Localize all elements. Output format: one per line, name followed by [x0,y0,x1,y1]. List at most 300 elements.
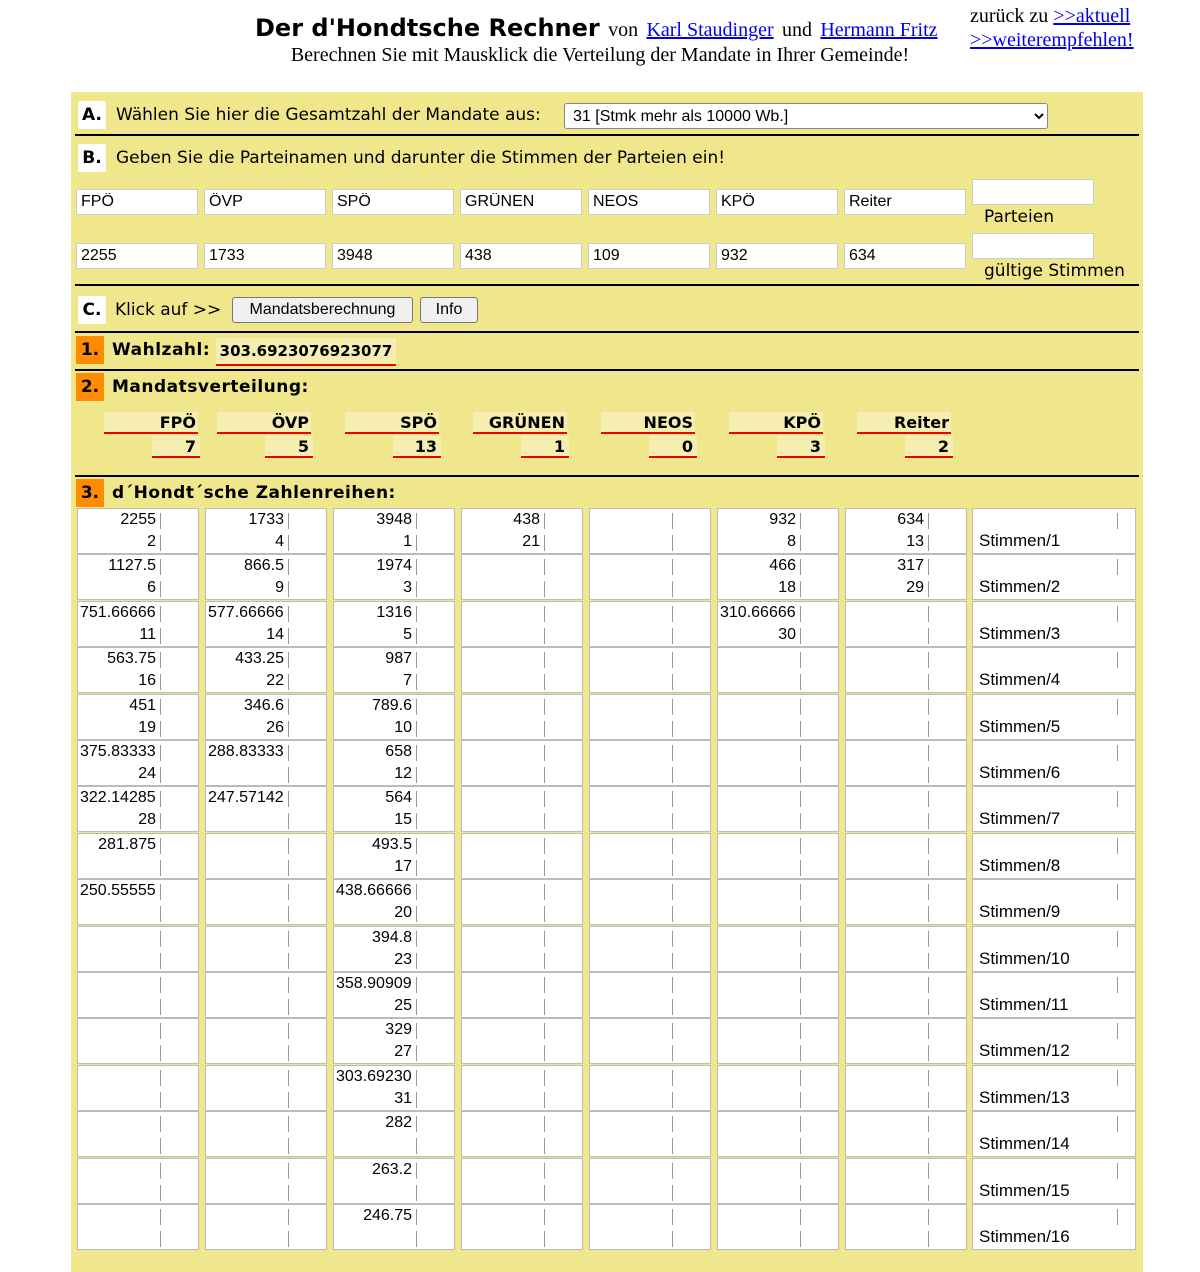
cell-divider [544,1231,545,1247]
divisor-label: Stimmen/7 [979,809,1061,829]
quotient-cell[interactable] [461,694,583,740]
quotient-cell[interactable] [461,833,583,879]
divisor-label: Stimmen/5 [979,716,1061,736]
quotient-cell[interactable] [205,786,327,832]
quotient-cell[interactable] [205,740,327,786]
parties-label: Parteien [984,207,1054,227]
quotient-cell[interactable] [589,972,711,1018]
cell-divider [288,581,289,597]
quotient-rank: 18 [778,579,796,597]
cell-divider [800,1163,801,1179]
quotient-value: 1733 [248,511,284,528]
quotient-cell[interactable] [461,926,583,972]
cell-divider [416,535,417,551]
quotient-cell[interactable] [717,1158,839,1204]
info-button[interactable]: Info [420,297,478,323]
quotient-cell[interactable] [845,833,967,879]
cell-divider [800,884,801,900]
party-votes-input[interactable] [716,243,838,269]
quotient-cell[interactable] [77,647,199,693]
divisor-cell [972,694,1136,740]
party-name-input[interactable] [844,189,966,215]
quotient-value: 751.66666 [80,603,156,621]
cell-divider [672,999,673,1015]
cell-divider [800,838,801,854]
quotient-rank: 11 [139,625,156,643]
cell-divider [160,1185,161,1201]
author-link-staudinger[interactable]: Karl Staudinger [646,19,774,41]
divider [75,369,1139,371]
party-votes-input[interactable] [204,243,326,269]
party-votes-input[interactable] [844,243,966,269]
quotient-cell[interactable] [589,554,711,600]
quotient-cell[interactable] [717,1204,839,1250]
quotient-cell[interactable] [717,554,839,600]
mandate-party-seats: 13 [393,436,441,458]
cell-divider [160,674,161,690]
cell-divider [928,1209,929,1225]
quotient-cell[interactable] [333,879,455,925]
cell-divider [160,745,161,761]
divisor-label: Stimmen/14 [979,1134,1070,1154]
quotient-cell[interactable] [205,1065,327,1111]
quotient-cell[interactable] [589,1158,711,1204]
cell-divider [288,1092,289,1108]
cell-divider [672,1209,673,1225]
cell-divider [1117,559,1118,575]
quotient-cell[interactable] [461,786,583,832]
quotient-cell[interactable] [205,926,327,972]
quotient-cell[interactable] [333,508,455,554]
quotient-cell[interactable] [717,1065,839,1111]
quotient-cell[interactable] [845,879,967,925]
cell-divider [544,652,545,668]
cell-divider [288,977,289,993]
cell-divider [416,906,417,922]
party-votes-input[interactable] [588,243,710,269]
cell-divider [288,606,289,622]
quotient-cell[interactable] [205,647,327,693]
quotient-cell[interactable] [845,926,967,972]
quotient-value: 282 [385,1114,412,1132]
party-name-input[interactable] [76,189,198,215]
quotient-cell[interactable] [845,1158,967,1204]
quotient-cell[interactable] [333,786,455,832]
party-name-input[interactable] [972,179,1094,205]
subtitle-text: Berechnen Sie mit Mausklick die Verteilung der Mandate in Ihrer Gemeinde! [290,44,910,66]
quotient-rank: 27 [394,1043,412,1061]
cell-divider [672,628,673,644]
quotient-value: 866.5 [243,557,284,575]
cell-divider [1117,513,1118,529]
quotient-cell[interactable] [205,1111,327,1157]
quotient-cell[interactable] [717,833,839,879]
cell-divider [416,1185,417,1201]
quotient-cell[interactable] [77,1111,199,1157]
cell-divider [160,1138,161,1154]
quotient-cell[interactable] [845,601,967,647]
quotient-value: 358.90909 [336,975,412,992]
rows-section-label: 3. [76,479,104,507]
section-c-text: Klick auf >> [115,300,222,320]
cell-divider [1117,1209,1118,1225]
cell-divider [416,1023,417,1039]
cell-divider [416,953,417,969]
party-votes-input[interactable] [972,233,1094,259]
quotient-cell[interactable] [845,972,967,1018]
quotient-cell[interactable] [845,1111,967,1157]
mandate-party-seats: 2 [905,436,953,458]
cell-divider [544,628,545,644]
quotient-cell[interactable] [77,601,199,647]
quotient-cell[interactable] [461,647,583,693]
cell-divider [544,581,545,597]
divisor-label: Stimmen/13 [979,1087,1070,1107]
cell-divider [416,767,417,783]
cell-divider [416,1116,417,1132]
quotient-cell[interactable] [205,694,327,740]
quotient-cell[interactable] [333,1158,455,1204]
quotient-cell[interactable] [77,1158,199,1204]
quotient-cell[interactable] [589,1018,711,1064]
party-name-input[interactable] [204,189,326,215]
quotient-cell[interactable] [589,833,711,879]
quotient-rank: 8 [787,533,796,550]
quotient-cell[interactable] [77,879,199,925]
section-a-text: Wählen Sie hier die Gesamtzahl der Mandate aus: [116,105,541,125]
divisor-cell [972,647,1136,693]
quotient-cell[interactable] [589,1204,711,1250]
quotient-cell[interactable] [461,1204,583,1250]
link-recommend[interactable]: >>weiterempfehlen! [970,29,1134,51]
cell-divider [544,999,545,1015]
cell-divider [928,674,929,690]
quotient-cell[interactable] [845,694,967,740]
cell-divider [416,1209,417,1225]
quotient-cell[interactable] [845,647,967,693]
quotient-cell[interactable] [589,1065,711,1111]
cell-divider [800,1231,801,1247]
cell-divider [928,977,929,993]
cell-divider [928,1231,929,1247]
quotient-cell[interactable] [589,879,711,925]
quotient-cell[interactable] [333,694,455,740]
quotient-cell[interactable] [333,1018,455,1064]
quotient-rank: 30 [778,625,796,643]
cell-divider [928,1116,929,1132]
quotient-cell[interactable] [589,740,711,786]
quotient-rank: 29 [906,579,924,597]
cell-divider [160,513,161,529]
back-prefix: zurück zu [970,5,1049,27]
cell-divider [544,559,545,575]
cell-divider [416,652,417,668]
divisor-label: Stimmen/1 [979,531,1061,550]
quotient-cell[interactable] [333,601,455,647]
quotient-cell[interactable] [77,833,199,879]
cell-divider [672,953,673,969]
quotient-cell[interactable] [333,972,455,1018]
cell-divider [288,628,289,644]
title-and: und [782,19,812,41]
cell-divider [544,606,545,622]
quotient-cell[interactable] [717,972,839,1018]
quotient-cell[interactable] [717,786,839,832]
cell-divider [416,1092,417,1108]
divisor-cell [972,833,1136,879]
cell-divider [928,999,929,1015]
quotient-cell[interactable] [205,1158,327,1204]
cell-divider [288,767,289,783]
party-votes-input[interactable] [460,243,582,269]
cell-divider [288,1070,289,1086]
quotient-cell[interactable] [77,1204,199,1250]
cell-divider [544,884,545,900]
quotient-cell[interactable] [589,786,711,832]
quotient-cell[interactable] [77,694,199,740]
cell-divider [672,813,673,829]
cell-divider [160,977,161,993]
title-text: Der d'Hondtsche Rechner [255,14,600,42]
cell-divider [416,581,417,597]
quotient-rank: 31 [394,1089,412,1107]
divisor-cell [972,1158,1136,1204]
cell-divider [800,535,801,551]
party-votes-input[interactable] [332,243,454,269]
quotient-cell[interactable] [845,786,967,832]
cell-divider [928,699,929,715]
divisor-label: Stimmen/2 [979,577,1061,597]
party-name-input[interactable] [588,189,710,215]
cell-divider [800,745,801,761]
quotient-rank: 10 [394,718,412,736]
cell-divider [544,1070,545,1086]
quotient-cell[interactable] [717,1018,839,1064]
cell-divider [672,1070,673,1086]
quotient-cell[interactable] [461,1065,583,1111]
quotient-rank: 19 [138,718,156,736]
quotient-cell[interactable] [205,554,327,600]
cell-divider [800,767,801,783]
quotient-cell[interactable] [845,740,967,786]
link-current[interactable]: >>aktuell [1053,5,1131,27]
divisor-label: Stimmen/11 [979,995,1069,1014]
cell-divider [416,559,417,575]
cell-divider [160,1116,161,1132]
quotient-value: 250.55555 [80,882,156,900]
quotient-cell[interactable] [333,1204,455,1250]
page-title [255,14,938,42]
quotient-rank: 15 [394,811,412,829]
quotient-cell[interactable] [717,508,839,554]
divisor-cell [972,1111,1136,1157]
quotient-cell[interactable] [845,1065,967,1111]
cell-divider [800,581,801,597]
cell-divider [544,674,545,690]
cell-divider [800,1045,801,1061]
cell-divider [672,745,673,761]
quotient-cell[interactable] [461,508,583,554]
quotient-cell[interactable] [589,1111,711,1157]
quotient-cell[interactable] [717,879,839,925]
quotient-cell[interactable] [717,740,839,786]
quotient-cell[interactable] [205,601,327,647]
cell-divider [928,1070,929,1086]
quotient-cell[interactable] [461,601,583,647]
cell-divider [1117,1163,1118,1179]
quotient-cell[interactable] [205,1018,327,1064]
quotient-cell[interactable] [461,740,583,786]
quotient-cell[interactable] [205,1204,327,1250]
cell-divider [800,906,801,922]
quotient-cell[interactable] [333,926,455,972]
quotient-cell[interactable] [461,1158,583,1204]
quotient-value: 433.25 [235,650,284,668]
cell-divider [672,791,673,807]
divider [75,475,1139,477]
party-name-input[interactable] [716,189,838,215]
quotient-cell[interactable] [845,1018,967,1064]
cell-divider [800,1023,801,1039]
quotient-cell[interactable] [333,833,455,879]
quotient-value: 317 [897,557,924,575]
quotient-cell[interactable] [461,1018,583,1064]
mandate-party-name: FPÖ [104,412,198,434]
quotient-rank: 9 [275,579,284,597]
cell-divider [160,1231,161,1247]
quotient-cell[interactable] [77,972,199,1018]
quotient-cell[interactable] [589,926,711,972]
quotient-cell[interactable] [589,694,711,740]
quotient-rank: 7 [403,672,412,690]
cell-divider [672,535,673,551]
divisor-cell [972,508,1136,554]
section-c-label: C. [78,296,106,324]
quotient-cell[interactable] [845,508,967,554]
cell-divider [928,721,929,737]
cell-divider [672,581,673,597]
divisor-label: Stimmen/16 [979,1227,1070,1246]
author-link-fritz[interactable]: Hermann Fritz [820,19,938,41]
cell-divider [288,1209,289,1225]
cell-divider [800,652,801,668]
cell-divider [288,813,289,829]
quotient-cell[interactable] [717,926,839,972]
cell-divider [288,652,289,668]
quotient-cell[interactable] [77,554,199,600]
cell-divider [416,1045,417,1061]
cell-divider [672,1045,673,1061]
quotient-cell[interactable] [333,1111,455,1157]
quotient-cell[interactable] [77,1018,199,1064]
quotient-value: 564 [385,789,412,807]
quotient-cell[interactable] [589,508,711,554]
quotient-cell[interactable] [717,694,839,740]
cell-divider [800,674,801,690]
quotient-cell[interactable] [333,1065,455,1111]
quotient-cell[interactable] [77,508,199,554]
cell-divider [800,931,801,947]
cell-divider [160,860,161,876]
party-name-input[interactable] [460,189,582,215]
divisor-label: Stimmen/4 [979,670,1061,690]
quotient-cell[interactable] [333,647,455,693]
quotient-cell[interactable] [77,740,199,786]
calculator-panel [71,92,1143,1272]
quotient-cell[interactable] [205,833,327,879]
cell-divider [544,767,545,783]
quotient-cell[interactable] [461,554,583,600]
quotient-value: 563.75 [107,650,156,668]
cell-divider [288,513,289,529]
quotient-cell[interactable] [205,972,327,1018]
cell-divider [288,1231,289,1247]
quotient-cell[interactable] [589,601,711,647]
cell-divider [288,1185,289,1201]
quotient-cell[interactable] [461,879,583,925]
mandate-count-select[interactable] [564,103,1048,129]
cell-divider [416,721,417,737]
quotient-rank: 26 [266,718,284,736]
quotient-cell[interactable] [77,1065,199,1111]
party-votes-input[interactable] [76,243,198,269]
divisor-cell [972,1018,1136,1064]
cell-divider [1117,791,1118,807]
divisor-label: Stimmen/9 [979,902,1061,922]
cell-divider [1117,884,1118,900]
quotient-value: 987 [385,650,412,668]
quotient-cell[interactable] [845,554,967,600]
cell-divider [288,884,289,900]
quotient-rank: 20 [394,904,412,922]
quotient-value: 288.83333 [208,743,284,760]
quotient-cell[interactable] [717,647,839,693]
quotient-value: 281.875 [98,835,156,853]
quotient-cell[interactable] [461,1111,583,1157]
cell-divider [672,906,673,922]
cell-divider [416,860,417,876]
quotient-value: 658 [385,743,412,760]
quotient-cell[interactable] [589,647,711,693]
cell-divider [800,791,801,807]
quotient-cell[interactable] [461,972,583,1018]
quotient-cell[interactable] [717,1111,839,1157]
quotient-value: 466 [769,557,796,575]
quotient-cell[interactable] [77,786,199,832]
quotient-cell[interactable] [205,508,327,554]
quotient-cell[interactable] [77,926,199,972]
cell-divider [160,628,161,644]
cell-divider [160,838,161,854]
cell-divider [800,1092,801,1108]
calculate-button[interactable]: Mandatsberechnung [232,297,413,323]
quotient-cell[interactable] [333,740,455,786]
quotient-rank: 17 [394,857,412,875]
cell-divider [1117,1116,1118,1132]
quotient-cell[interactable] [717,601,839,647]
cell-divider [544,791,545,807]
mandate-party-name: NEOS [601,412,695,434]
quotient-rank: 22 [266,672,284,690]
quotient-cell[interactable] [205,879,327,925]
cell-divider [416,628,417,644]
quotient-cell[interactable] [333,554,455,600]
quotient-value: 451 [129,696,156,714]
quotient-cell[interactable] [845,1204,967,1250]
cell-divider [800,721,801,737]
cell-divider [544,813,545,829]
party-name-input[interactable] [332,189,454,215]
